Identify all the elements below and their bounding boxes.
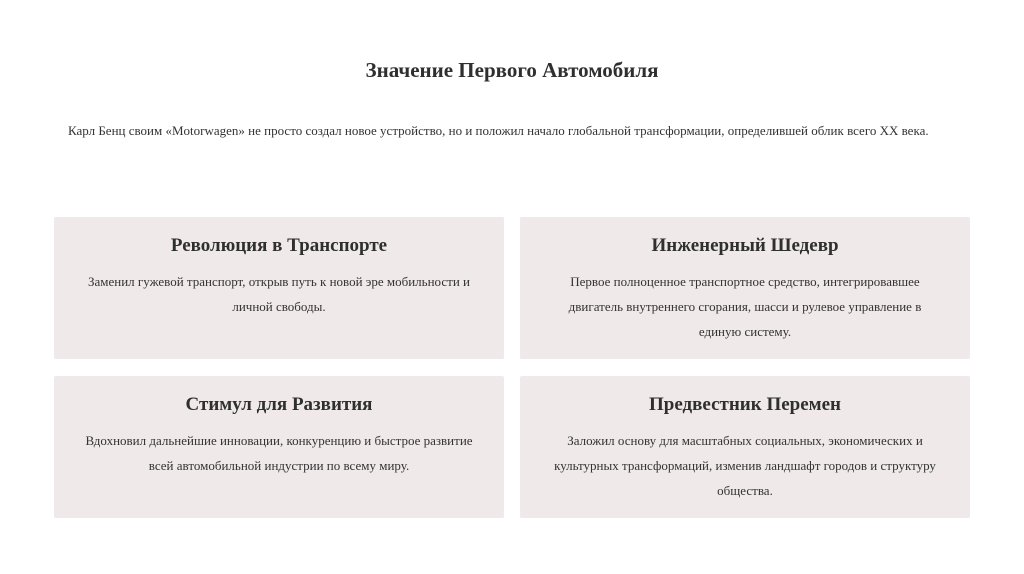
card-development-stimulus [54,376,504,518]
card-text: Заменил гужевой транспорт, открыв путь к новой эре мобильности и личной свободы. [87,274,470,314]
card-title: Революция в Транспорте [170,235,388,256]
card-text: Вдохновил дальнейшие инновации, конкуренцию и быстрое развитие всей автомобильной индустрии по всему миру. [85,433,473,473]
card-transport-revolution [54,217,504,359]
card-text: Заложил основу для масштабных социальных, экономических и культурных трансформаций, изменив ландшафт городов и структуру общества. [554,433,936,498]
page-title: Значение Первого Автомобиля [365,58,659,82]
card-title: Стимул для Развития [185,394,373,415]
card-title: Инженерный Шедевр [651,235,839,256]
card-harbinger-of-change [520,376,970,518]
card-engineering-masterpiece [520,217,970,359]
card-text: Первое полноценное транспортное средство, интегрировавшее двигатель внутреннего сгорания, шасси и рулевое управление в единую систему. [568,274,922,339]
card-title: Предвестник Перемен [649,394,841,415]
intro-paragraph: Карл Бенц своим «Motorwagen» не просто создал новое устройство, но и положил начало глобальной трансформации, определившей облик всего XX века. [68,123,929,138]
